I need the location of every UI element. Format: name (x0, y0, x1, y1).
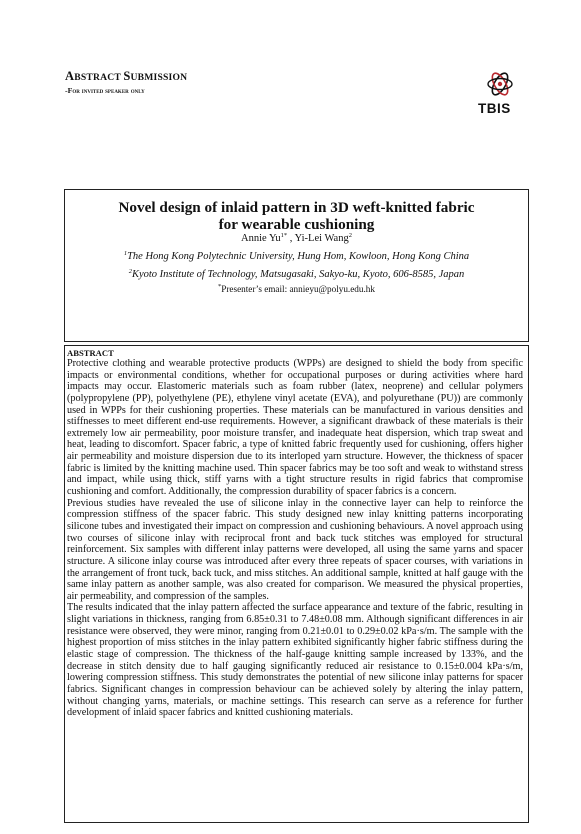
affiliation-1: $^1$The Hong Kong Polytechnic University, Hung Hom, Kowloon, Hong Kong China (123, 250, 470, 262)
abstract-box (64, 345, 529, 823)
abstract-heading: ABSTRACT (67, 348, 114, 358)
tbis-logo-text: TBIS (478, 101, 511, 116)
invited-speaker-subtitle: -For invited speaker only (65, 86, 145, 95)
authors (65, 233, 528, 244)
affiliation-2: $^2$Kyoto Institute of Technology, Matsugasaki, Sakyo-ku, Kyoto, 606-8585, Japan (128, 268, 465, 280)
author-1: Annie Yu (241, 233, 281, 244)
title-box (64, 189, 529, 342)
paper-title-line2: for wearable cushioning (218, 216, 375, 233)
author-2: Yi-Lei Wang (294, 233, 349, 244)
abstract-paragraph-3: The results indicated that the inlay pattern affected the surface appearance and texture of the fabric, resulting in slight variations in thickness, ranging from 6.85±0.31 to 7.48±0.08 mm. Although significant differences in air resistance were observed, they were minor, ranging from 0.21±0.01 to 0.29±0.02 kPa·s/m. The sample with the highest proportion of miss stitches in the inlay pattern exhibited significantly higher fabric stiffness during the elastic stage of compression. The thickness of the half-gauge knitting sample increased by 133%, and the decrease in stitch density due to half gauging significantly reduced air resistance to 0.15±0.004 kPa·s/m, lowering compression stiffness. This study demonstrates the potential of new silicone inlay patterns for spacer fabrics. Significant changes in compression behaviour can be achieved solely by altering the inlay pattern, without changing yarns, materials, or machine settings. This research can serve as a reference for further development of inlaid spacer fabrics and knitted cushioning materials. (67, 602, 523, 719)
abstract-paragraph-2: Previous studies have revealed the use of silicone inlay in the connective layer can help to reinforce the compression stiffness of the spacer fabric. This study designed new inlay knitting patterns incorporating silicone tubes and investigated their impact on compression and cushioning behaviours. A novel approach using two courses of silicone inlay with reciprocal front and back tuck stitches was employed for structural reinforcement. Six samples with different inlay patterns were developed, all using the same yarns and spacer structure. A silicone inlay course was introduced after every three repeats of spacer courses, with variations in the arrangement of front tuck, back tuck, and miss stitches. An additional sample, knitted at half gauge with the same inlay pattern as another sample, was also created for comparison. We measured the physical properties, air permeability, and compression of the samples. (67, 497, 523, 602)
abstract-body (67, 358, 523, 719)
author-1-sup: 1* (280, 232, 288, 239)
paper-title-line1: Novel design of inlaid pattern in 3D weft-knitted fabric (118, 199, 475, 216)
abstract-paragraph-1: Protective clothing and wearable protective products (WPPs) are designed to shield the body from specific impacts or environmental conditions, whether for occupational purposes or during activities where hard impacts may occur. Elastomeric materials such as foam rubber (latex, neoprene) and cellular polymers (polypropylene (PP), polyethylene (PE), ethylene vinyl acetate (EVA), and polyurethane (PU)) are commonly used in WPPs for their cushioning properties. These materials can be manufactured in various densities and stiffnesses to meet different end-use requirements. However, a significant drawback of these materials is their extremely low air permeability, poor moisture transfer, and inadequate heat dispersion, which trap sweat and heat, leading to discomfort. Spacer fabric, a type of knitted fabric frequently used for cushioning, offers higher air permeability and moisture dispersion due to its interloped yarn structure. However, the thickness of spacer fabric is limited by the knitting machine used. Thin spacer fabrics may be too soft and weak to withstand stress and impact, while using thick, stiff yarns with a tight structure results in rigid fabrics that compromise cushioning and comfort. Additionally, the compression durability of spacer fabrics is a concern. (67, 358, 523, 498)
author-separator: , (287, 233, 295, 244)
author-2-sup: 2 (348, 232, 352, 239)
presenter-email: *Presenter’s email: annieyu@polyu.edu.hk (218, 283, 375, 294)
abstract-submission-title: ABSTRACT SUBMISSION (65, 69, 188, 83)
